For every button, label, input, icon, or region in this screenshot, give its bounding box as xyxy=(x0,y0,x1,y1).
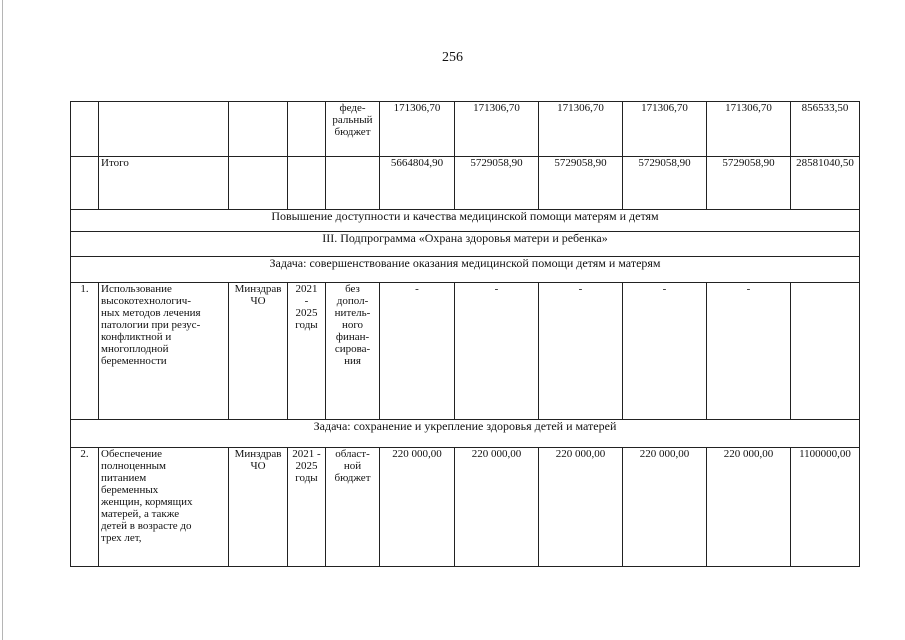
cell-value-2024: 5729058,90 xyxy=(623,157,707,210)
cell-num: 2. xyxy=(71,448,99,567)
cell-value-total xyxy=(791,283,860,420)
cell-value-total: 28581040,50 xyxy=(791,157,860,210)
page-number: 256 xyxy=(442,50,463,65)
cell-value-2023: 5729058,90 xyxy=(539,157,623,210)
table-row-section xyxy=(71,210,860,232)
cell-executor xyxy=(229,102,288,157)
cell-name xyxy=(99,102,229,157)
cell-value-2023: - xyxy=(539,283,623,420)
cell-value-2023: 171306,70 xyxy=(539,102,623,157)
cell-value-2022: - xyxy=(455,283,539,420)
cell-value-2025: 220 000,00 xyxy=(707,448,791,567)
cell-years: 2021 - 2025 годы xyxy=(288,448,326,567)
cell-executor: Минздрав ЧО xyxy=(229,448,288,567)
cell-value-2024: 220 000,00 xyxy=(623,448,707,567)
cell-years xyxy=(288,102,326,157)
cell-value-2022: 5729058,90 xyxy=(455,157,539,210)
table-row-item-2 xyxy=(71,448,860,567)
table-row-subprogram xyxy=(71,232,860,257)
table-row-total xyxy=(71,157,860,210)
cell-value-total: 856533,50 xyxy=(791,102,860,157)
cell-total-label: Итого xyxy=(99,157,229,210)
table-row-item-1 xyxy=(71,283,860,420)
cell-value-2025: - xyxy=(707,283,791,420)
cell-value-2025: 5729058,90 xyxy=(707,157,791,210)
table-row-task-1 xyxy=(71,257,860,283)
cell-source xyxy=(326,157,380,210)
cell-years xyxy=(288,157,326,210)
subprogram-title: III. Подпрограмма «Охрана здоровья матери и ребенка» xyxy=(71,232,860,257)
cell-executor xyxy=(229,157,288,210)
page-edge-line xyxy=(2,0,3,640)
cell-value-2021: 171306,70 xyxy=(380,102,455,157)
cell-value-2021: 220 000,00 xyxy=(380,448,455,567)
cell-name: Обеспечение полноценным питанием беременных женщин, кормящих матерей, а также детей в возрасте до трех лет, xyxy=(99,448,229,567)
cell-value-2021: - xyxy=(380,283,455,420)
cell-source: феде- ральный бюджет xyxy=(326,102,380,157)
cell-name: Использование высокотехнологич- ных методов лечения патологии при резус- конфликтной и многоплодной беременности xyxy=(99,283,229,420)
cell-value-2021: 5664804,90 xyxy=(380,157,455,210)
section-title: Повышение доступности и качества медицинской помощи матерям и детям xyxy=(71,210,860,232)
cell-executor: Минздрав ЧО xyxy=(229,283,288,420)
budget-table xyxy=(70,101,860,567)
cell-value-total: 1100000,00 xyxy=(791,448,860,567)
table-row-federal xyxy=(71,102,860,157)
cell-num xyxy=(71,157,99,210)
cell-source: област- ной бюджет xyxy=(326,448,380,567)
cell-value-2025: 171306,70 xyxy=(707,102,791,157)
cell-years: 2021 - 2025 годы xyxy=(288,283,326,420)
cell-value-2023: 220 000,00 xyxy=(539,448,623,567)
cell-value-2024: - xyxy=(623,283,707,420)
cell-value-2024: 171306,70 xyxy=(623,102,707,157)
cell-value-2022: 220 000,00 xyxy=(455,448,539,567)
cell-num: 1. xyxy=(71,283,99,420)
cell-source: без допол- нитель- ного финан- сирова- ния xyxy=(326,283,380,420)
task-title: Задача: совершенствование оказания медицинской помощи детям и матерям xyxy=(71,257,860,283)
cell-value-2022: 171306,70 xyxy=(455,102,539,157)
task-title: Задача: сохранение и укрепление здоровья детей и матерей xyxy=(71,420,860,448)
table-row-task-2 xyxy=(71,420,860,448)
cell-num xyxy=(71,102,99,157)
